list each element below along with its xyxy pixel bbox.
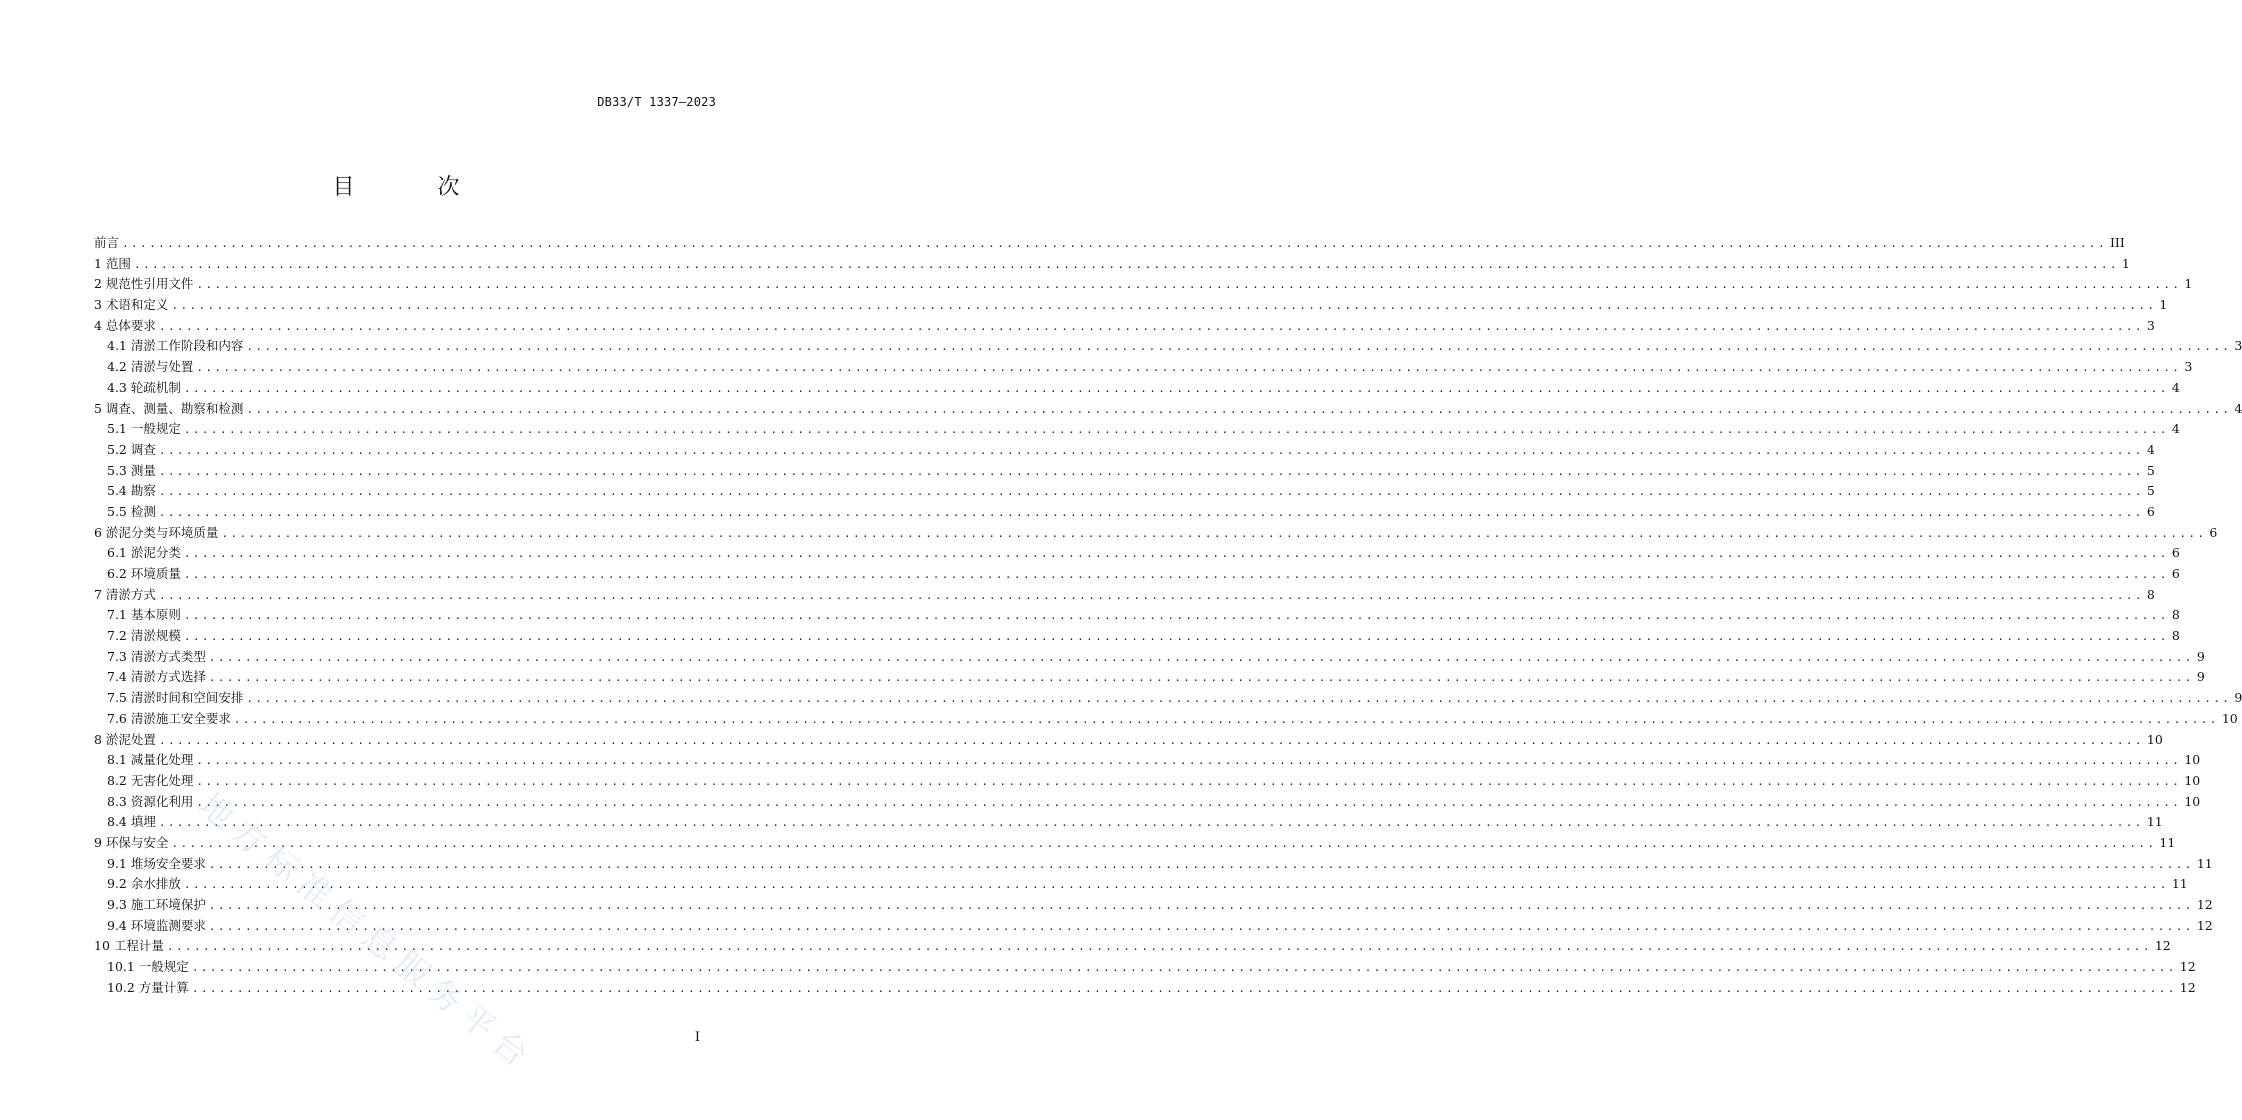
toc-entry-label: 10.2 方量计算: [107, 979, 189, 995]
toc-entry-page: 1: [2121, 255, 2130, 271]
toc-entry-label: 9.1 堆场安全要求: [107, 855, 206, 871]
doc-code: DB33/T 1337—2023: [597, 95, 716, 109]
toc-entry-label: 4.3 轮疏机制: [107, 379, 181, 395]
toc-entry[interactable]: [94, 481, 2155, 502]
toc-entry-label: 6 淤泥分类与环境质量: [94, 524, 219, 540]
toc-dot-leader: ............................................................................................................................................................................................................................: [122, 237, 2107, 250]
toc-entry-label: 9 环保与安全: [94, 834, 169, 850]
toc-entry-page: 12: [2196, 897, 2213, 912]
toc-entry-page: III: [2109, 235, 2125, 250]
toc-entry[interactable]: [94, 667, 2205, 688]
toc-entry-page: 1: [2159, 297, 2168, 313]
toc-entry[interactable]: [94, 316, 2155, 337]
toc-entry-label: 6.2 环境质量: [107, 566, 181, 581]
toc-dot-leader: ............................................................................................................................................................................................................................: [171, 299, 2157, 313]
toc-entry-label: 8.1 减量化处理: [107, 752, 194, 768]
toc-entry-page: 10: [2184, 793, 2201, 809]
toc-entry-label: 9.2 余水排放: [107, 876, 181, 892]
toc-dot-leader: ............................................................................................................................................................................................................................: [158, 733, 2144, 747]
toc-dot-leader: ............................................................................................................................................................................................................................: [208, 650, 2194, 664]
toc-entry-page: 12: [2154, 938, 2171, 954]
toc-entry[interactable]: [94, 812, 2163, 833]
toc-entry-page: 5: [2146, 483, 2155, 499]
toc-entry-label: 9.3 施工环境保护: [107, 897, 206, 912]
toc-entry-label: 10 工程计量: [94, 938, 164, 954]
toc-entry-label: 10.1 一般规定: [107, 959, 189, 975]
toc-entry-page: 11: [2196, 855, 2213, 871]
toc-entry-label: 1 范围: [94, 255, 131, 271]
toc-entry[interactable]: [94, 874, 2188, 895]
toc-entry-page: 6: [2146, 503, 2155, 519]
toc-entry-page: 12: [2179, 959, 2196, 975]
toc-dot-leader: ............................................................................................................................................................................................................................: [246, 340, 2232, 354]
toc-entry-page: 12: [2196, 917, 2213, 933]
toc-dot-leader: ............................................................................................................................................................................................................................: [158, 464, 2144, 478]
toc-entry-page: 6: [2209, 524, 2218, 540]
toc-entry-page: 11: [2146, 814, 2163, 830]
toc-entry[interactable]: [94, 295, 2168, 316]
toc-entry[interactable]: [94, 461, 2155, 482]
toc-entry-page: 9: [2234, 690, 2242, 706]
toc-dot-leader: ............................................................................................................................................................................................................................: [158, 443, 2144, 457]
toc-entry[interactable]: [94, 647, 2205, 668]
table-of-contents: [94, 233, 2242, 998]
toc-entry[interactable]: [94, 916, 2213, 937]
toc-entry-label: 6.1 淤泥分类: [107, 545, 181, 561]
toc-entry[interactable]: [94, 419, 2180, 440]
toc-dot-leader: ............................................................................................................................................................................................................................: [158, 588, 2144, 602]
toc-entry[interactable]: [94, 709, 2238, 730]
toc-entry-label: 8.4 填埋: [107, 814, 156, 830]
toc-entry-label: 9.4 环境监测要求: [107, 917, 206, 933]
toc-dot-leader: ............................................................................................................................................................................................................................: [196, 795, 2182, 809]
toc-entry[interactable]: [94, 357, 2193, 378]
toc-entry[interactable]: [94, 254, 2130, 275]
toc-entry-label: 5.4 勘察: [107, 483, 156, 499]
page-number: I: [694, 1030, 700, 1045]
toc-dot-leader: ............................................................................................................................................................................................................................: [183, 609, 2169, 623]
toc-entry-page: 3: [2146, 317, 2155, 333]
toc-dot-leader: ............................................................................................................................................................................................................................: [158, 505, 2144, 519]
toc-entry-page: 11: [2159, 834, 2176, 850]
toc-dot-leader: ............................................................................................................................................................................................................................: [166, 940, 2152, 954]
toc-entry-page: 8: [2171, 607, 2180, 623]
toc-entry-label: 4.2 清淤与处置: [107, 359, 194, 375]
toc-entry-page: 10: [2146, 731, 2163, 747]
toc-dot-leader: ............................................................................................................................................................................................................................: [246, 692, 2232, 706]
toc-entry-page: 5: [2146, 462, 2155, 478]
toc-entry-page: 8: [2146, 586, 2155, 602]
toc-entry[interactable]: [94, 605, 2180, 626]
toc-dot-leader: ............................................................................................................................................................................................................................: [133, 257, 2119, 271]
toc-entry[interactable]: [94, 978, 2196, 999]
toc-entry-page: 10: [2184, 752, 2201, 768]
toc-entry[interactable]: [94, 564, 2180, 585]
toc-entry-label: 前言: [94, 235, 120, 250]
toc-dot-leader: ............................................................................................................................................................................................................................: [183, 630, 2169, 644]
toc-entry[interactable]: [94, 750, 2201, 771]
toc-entry[interactable]: [94, 792, 2201, 813]
toc-entry-label: 4.1 清淤工作阶段和内容: [107, 338, 244, 354]
toc-dot-leader: ............................................................................................................................................................................................................................: [183, 423, 2169, 437]
toc-entry[interactable]: [94, 688, 2242, 709]
toc-entry[interactable]: [94, 523, 2218, 544]
toc-entry[interactable]: [94, 502, 2155, 523]
toc-dot-leader: ............................................................................................................................................................................................................................: [233, 712, 2219, 726]
toc-dot-leader: ............................................................................................................................................................................................................................: [196, 278, 2182, 292]
toc-dot-leader: ............................................................................................................................................................................................................................: [183, 878, 2169, 892]
watermark-text: 地方标准信息服务平台: [191, 784, 543, 1080]
toc-entry-label: 5 调查、测量、勘察和检测: [94, 400, 244, 416]
toc-entry-label: 5.1 一般规定: [107, 421, 181, 437]
toc-entry-page: 1: [2184, 276, 2193, 292]
toc-entry[interactable]: [94, 771, 2201, 792]
toc-dot-leader: ............................................................................................................................................................................................................................: [183, 381, 2169, 395]
toc-entry-label: 5.3 测量: [107, 462, 156, 478]
toc-entry-label: 7.3 清淤方式类型: [107, 648, 206, 664]
toc-entry-page: 9: [2196, 669, 2205, 685]
toc-entry-page: 11: [2171, 876, 2188, 892]
toc-entry-label: 7.2 清淤规模: [107, 628, 181, 644]
toc-entry-page: 9: [2196, 648, 2205, 664]
toc-entry[interactable]: [94, 730, 2163, 751]
toc-entry-label: 5.2 调查: [107, 441, 156, 457]
toc-dot-leader: ............................................................................................................................................................................................................................: [208, 671, 2194, 685]
toc-entry-label: 7.5 清淤时间和空间安排: [107, 690, 244, 706]
toc-entry-label: 4 总体要求: [94, 317, 156, 333]
toc-entry[interactable]: [94, 585, 2155, 606]
toc-entry-label: 7.4 清淤方式选择: [107, 669, 206, 685]
toc-entry-label: 2 规范性引用文件: [94, 276, 194, 292]
toc-entry[interactable]: [94, 854, 2213, 875]
toc-entry-page: 12: [2179, 979, 2196, 995]
toc-entry-label: 8.2 无害化处理: [107, 772, 194, 788]
toc-dot-leader: ............................................................................................................................................................................................................................: [196, 774, 2182, 788]
toc-entry-page: 3: [2234, 338, 2242, 354]
toc-entry[interactable]: [94, 936, 2171, 957]
toc-entry-label: 8 淤泥处置: [94, 731, 156, 747]
toc-entry-label: 7.1 基本原则: [107, 607, 181, 623]
toc-entry[interactable]: [94, 378, 2180, 399]
toc-dot-leader: ............................................................................................................................................................................................................................: [158, 816, 2144, 830]
toc-entry-page: 6: [2171, 545, 2180, 561]
toc-dot-leader: ............................................................................................................................................................................................................................: [208, 857, 2194, 871]
toc-dot-leader: ............................................................................................................................................................................................................................: [183, 547, 2169, 561]
toc-entry[interactable]: [94, 895, 2213, 916]
toc-entry-page: 3: [2184, 359, 2193, 375]
toc-entry[interactable]: [94, 233, 2125, 254]
toc-entry[interactable]: [94, 543, 2180, 564]
toc-entry-label: 3 术语和定义: [94, 297, 169, 313]
toc-entry-label: 5.5 检测: [107, 503, 156, 519]
toc-entry-label: 8.3 资源化利用: [107, 793, 194, 809]
toc-entry[interactable]: [94, 336, 2242, 357]
toc-dot-leader: ............................................................................................................................................................................................................................: [221, 526, 2207, 540]
toc-dot-leader: ............................................................................................................................................................................................................................: [208, 919, 2194, 933]
toc-entry-page: 8: [2171, 628, 2180, 644]
toc-entry-label: 7 清淤方式: [94, 586, 156, 602]
toc-entry-page: 6: [2171, 566, 2180, 581]
toc-entry[interactable]: [94, 626, 2180, 647]
toc-dot-leader: ............................................................................................................................................................................................................................: [196, 361, 2182, 375]
toc-entry[interactable]: [94, 440, 2155, 461]
page-title: 目 次: [332, 175, 498, 200]
toc-entry-page: 4: [2171, 379, 2180, 395]
toc-dot-leader: ............................................................................................................................................................................................................................: [196, 754, 2182, 768]
toc-entry-label: 7.6 清淤施工安全要求: [107, 710, 231, 726]
toc-entry[interactable]: [94, 274, 2193, 295]
toc-entry[interactable]: [94, 399, 2242, 420]
toc-entry-page: 4: [2146, 441, 2155, 457]
toc-entry-page: 10: [2184, 772, 2201, 788]
toc-entry[interactable]: [94, 957, 2196, 978]
toc-entry-page: 4: [2171, 421, 2180, 437]
toc-dot-leader: ............................................................................................................................................................................................................................: [246, 402, 2232, 416]
toc-dot-leader: ............................................................................................................................................................................................................................: [183, 568, 2169, 581]
toc-dot-leader: ............................................................................................................................................................................................................................: [208, 899, 2194, 912]
toc-dot-leader: ............................................................................................................................................................................................................................: [191, 981, 2177, 995]
toc-entry-page: 4: [2234, 400, 2242, 416]
toc-dot-leader: ............................................................................................................................................................................................................................: [191, 961, 2177, 975]
toc-dot-leader: ............................................................................................................................................................................................................................: [171, 836, 2157, 850]
toc-dot-leader: ............................................................................................................................................................................................................................: [158, 319, 2144, 333]
toc-entry-page: 10: [2221, 710, 2238, 726]
toc-dot-leader: ............................................................................................................................................................................................................................: [158, 485, 2144, 499]
toc-entry[interactable]: [94, 833, 2176, 854]
